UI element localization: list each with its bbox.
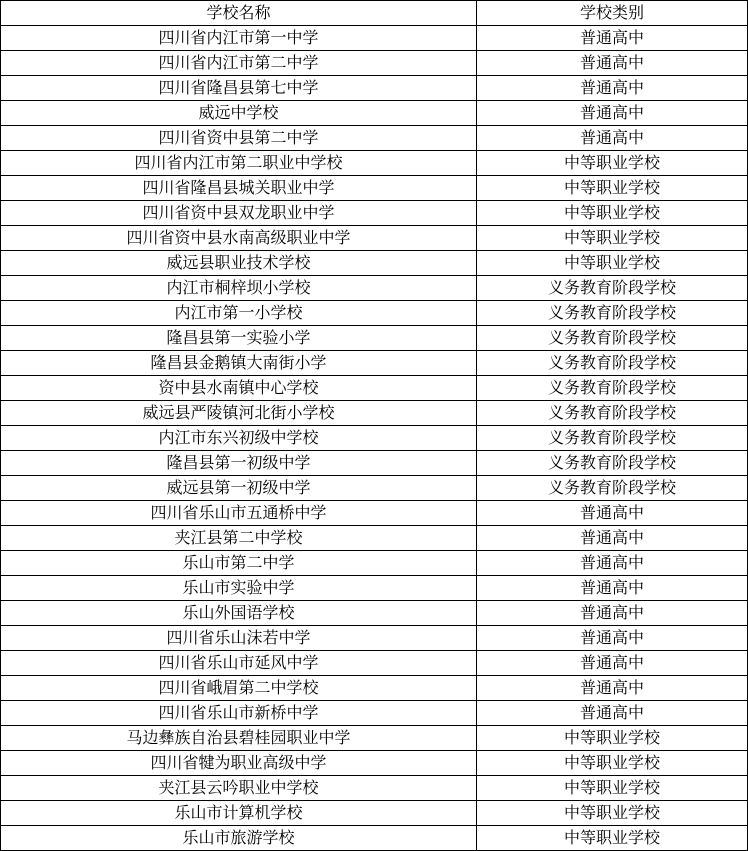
school-type-cell: 普通高中 (477, 576, 748, 601)
school-name-cell: 四川省乐山市延风中学 (1, 651, 477, 676)
table-row (1, 101, 748, 126)
school-name-cell: 四川省内江市第二职业中学校 (1, 151, 477, 176)
school-type-cell: 义务教育阶段学校 (477, 276, 748, 301)
table-row (1, 326, 748, 351)
table-row (1, 26, 748, 51)
school-name-cell: 乐山市实验中学 (1, 576, 477, 601)
school-name-cell: 夹江县云吟职业中学校 (1, 776, 477, 801)
school-name-cell: 威远县严陵镇河北街小学校 (1, 401, 477, 426)
school-name-cell: 马边彝族自治县碧桂园职业中学 (1, 726, 477, 751)
school-type-cell: 中等职业学校 (477, 201, 748, 226)
school-name-cell: 四川省峨眉第二中学校 (1, 676, 477, 701)
table-row (1, 251, 748, 276)
school-name-cell: 资中县水南镇中心学校 (1, 376, 477, 401)
school-type-cell: 普通高中 (477, 676, 748, 701)
school-type-cell: 普通高中 (477, 701, 748, 726)
school-name-cell: 威远中学校 (1, 101, 477, 126)
table-row (1, 551, 748, 576)
table-row (1, 226, 748, 251)
school-type-cell: 普通高中 (477, 551, 748, 576)
school-type-cell: 中等职业学校 (477, 176, 748, 201)
school-name-cell: 四川省资中县双龙职业中学 (1, 201, 477, 226)
table-row (1, 701, 748, 726)
table-row (1, 351, 748, 376)
table-row (1, 526, 748, 551)
table-row (1, 276, 748, 301)
school-name-cell: 内江市东兴初级中学校 (1, 426, 477, 451)
school-type-cell: 中等职业学校 (477, 776, 748, 801)
school-name-cell: 四川省资中县第二中学 (1, 126, 477, 151)
school-name-cell: 内江市桐梓坝小学校 (1, 276, 477, 301)
school-type-cell: 普通高中 (477, 51, 748, 76)
school-name-cell: 四川省内江市第一中学 (1, 26, 477, 51)
table-row (1, 751, 748, 776)
table-row (1, 776, 748, 801)
school-name-cell: 四川省乐山市五通桥中学 (1, 501, 477, 526)
school-type-cell: 普通高中 (477, 526, 748, 551)
table-row (1, 126, 748, 151)
table-row (1, 501, 748, 526)
table-row (1, 626, 748, 651)
school-type-cell: 义务教育阶段学校 (477, 476, 748, 501)
school-name-cell: 四川省资中县水南高级职业中学 (1, 226, 477, 251)
school-type-cell: 义务教育阶段学校 (477, 401, 748, 426)
header-school-name: 学校名称 (1, 1, 477, 26)
school-name-cell: 隆昌县第一初级中学 (1, 451, 477, 476)
school-type-cell: 普通高中 (477, 626, 748, 651)
school-type-cell: 普通高中 (477, 26, 748, 51)
school-name-cell: 四川省犍为职业高级中学 (1, 751, 477, 776)
table-row (1, 651, 748, 676)
table-row (1, 676, 748, 701)
school-type-cell: 普通高中 (477, 501, 748, 526)
table-row (1, 451, 748, 476)
school-name-cell: 乐山市计算机学校 (1, 801, 477, 826)
school-name-cell: 乐山市旅游学校 (1, 826, 477, 851)
school-type-cell: 普通高中 (477, 126, 748, 151)
school-type-cell: 中等职业学校 (477, 251, 748, 276)
table-row (1, 576, 748, 601)
school-name-cell: 四川省内江市第二中学 (1, 51, 477, 76)
school-type-cell: 中等职业学校 (477, 801, 748, 826)
school-type-cell: 义务教育阶段学校 (477, 426, 748, 451)
school-type-cell: 普通高中 (477, 601, 748, 626)
table-row (1, 176, 748, 201)
school-type-cell: 中等职业学校 (477, 226, 748, 251)
school-name-cell: 夹江县第二中学校 (1, 526, 477, 551)
table-row (1, 201, 748, 226)
school-name-cell: 隆昌县金鹅镇大南街小学 (1, 351, 477, 376)
table-row (1, 826, 748, 851)
school-name-cell: 乐山市第二中学 (1, 551, 477, 576)
school-name-cell: 四川省乐山市新桥中学 (1, 701, 477, 726)
table-row (1, 151, 748, 176)
school-type-cell: 义务教育阶段学校 (477, 376, 748, 401)
school-type-cell: 中等职业学校 (477, 826, 748, 851)
table-row (1, 801, 748, 826)
table-row (1, 76, 748, 101)
school-name-cell: 四川省隆昌县城关职业中学 (1, 176, 477, 201)
table-row (1, 601, 748, 626)
table-row (1, 426, 748, 451)
school-type-cell: 普通高中 (477, 101, 748, 126)
school-type-cell: 义务教育阶段学校 (477, 301, 748, 326)
school-name-cell: 威远县职业技术学校 (1, 251, 477, 276)
school-type-cell: 中等职业学校 (477, 151, 748, 176)
school-type-cell: 中等职业学校 (477, 726, 748, 751)
school-name-cell: 四川省隆昌县第七中学 (1, 76, 477, 101)
table-row (1, 376, 748, 401)
table-body (1, 26, 748, 851)
school-name-cell: 威远县第一初级中学 (1, 476, 477, 501)
school-type-cell: 中等职业学校 (477, 751, 748, 776)
table-row (1, 726, 748, 751)
table-row (1, 301, 748, 326)
school-name-cell: 内江市第一小学校 (1, 301, 477, 326)
school-type-cell: 义务教育阶段学校 (477, 451, 748, 476)
school-type-cell: 普通高中 (477, 651, 748, 676)
school-type-cell: 义务教育阶段学校 (477, 326, 748, 351)
school-type-cell: 普通高中 (477, 76, 748, 101)
table-row (1, 51, 748, 76)
header-school-type: 学校类别 (477, 1, 748, 26)
table-row (1, 476, 748, 501)
school-name-cell: 乐山外国语学校 (1, 601, 477, 626)
table-row (1, 401, 748, 426)
school-name-cell: 隆昌县第一实验小学 (1, 326, 477, 351)
header-row (1, 1, 748, 26)
school-type-cell: 义务教育阶段学校 (477, 351, 748, 376)
school-name-cell: 四川省乐山沫若中学 (1, 626, 477, 651)
